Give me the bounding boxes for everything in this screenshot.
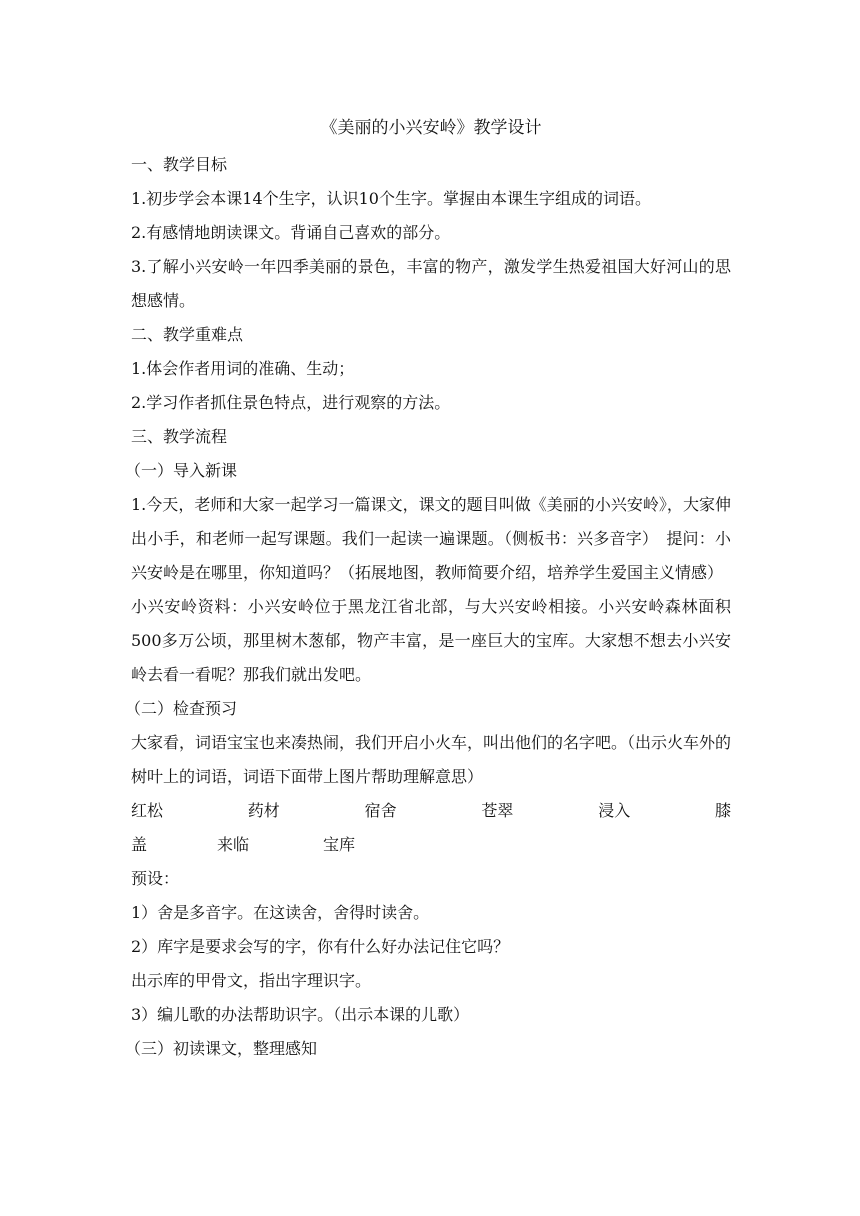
vocabulary-row-2 [131,828,731,862]
preset-item-2: 2）库字是要求会写的字，你有什么好办法记住它吗？ [131,937,510,956]
intro-paragraph-1: 1.今天，老师和大家一起学习一篇课文，课文的题目叫做《美丽的小兴安岭》，大家伸出小手，和老师一起写课题。我们一起读一遍课题。（侧板书：兴多音字） 提问：小兴安岭是在哪里，你知道吗？（拓展地图，教师简要介绍，培养学生爱国主义情感） [131,495,731,582]
subsection-heading-preview: （二）检查预习 [125,699,238,718]
preset-label: 预设： [131,869,180,888]
intro-paragraph-2: 小兴安岭资料：小兴安岭位于黑龙江省北部，与大兴安岭相接。小兴安岭森林面积500多万公顷，那里树木葱郁，物产丰富，是一座巨大的宝库。大家想不想去小兴安岭去看一看呢？那我们就出发吧。 [131,597,731,684]
section-heading-process: 三、教学流程 [131,427,228,446]
subsection-heading-first-reading: （三）初读课文，整理感知 [125,1039,318,1058]
key-point-item-2: 2.学习作者抓住景色特点，进行观察的方法。 [131,393,451,412]
preview-paragraph: 大家看，词语宝宝也来凑热闹，我们开启小火车，叫出他们的名字吧。（出示火车外的树叶上的词语，词语下面带上图片帮助理解意思） [131,733,732,786]
vocabulary-word: 膝 [714,801,731,820]
page-title: 《美丽的小兴安岭》教学设计 [320,118,542,138]
vocabulary-word: 浸入 [598,801,631,820]
goal-item-3: 3.了解小兴安岭一年四季美丽的景色，丰富的物产，激发学生热爱祖国大好河山的思想感情。 [131,257,731,310]
section-heading-goals: 一、教学目标 [131,155,228,174]
goal-item-1: 1.初步学会本课14个生字，认识10个生字。掌握由本课生字组成的词语。 [131,189,651,208]
preset-item-3: 出示库的甲骨文，指出字理识字。 [131,971,372,990]
document-body [125,112,732,1066]
preset-item-4: 3）编儿歌的办法帮助识字。（出示本课的儿歌） [131,1005,470,1024]
vocabulary-word: 药材 [247,801,280,820]
vocabulary-word: 宿舍 [364,801,397,820]
vocabulary-word: 盖 [131,835,148,854]
key-point-item-1: 1.体会作者用词的准确、生动； [131,359,355,378]
vocabulary-row-1 [131,794,731,828]
section-heading-key-points: 二、教学重难点 [131,325,244,344]
subsection-heading-intro: （一）导入新课 [125,461,238,480]
vocabulary-word: 苍翠 [481,801,514,820]
goal-item-2: 2.有感情地朗读课文。背诵自己喜欢的部分。 [131,223,451,242]
preset-item-1: 1）舍是多音字。在这读舍，舍得时读舍。 [131,903,430,922]
vocabulary-word: 红松 [131,801,164,820]
vocabulary-word: 宝库 [323,835,356,854]
vocabulary-word: 来临 [217,835,250,854]
